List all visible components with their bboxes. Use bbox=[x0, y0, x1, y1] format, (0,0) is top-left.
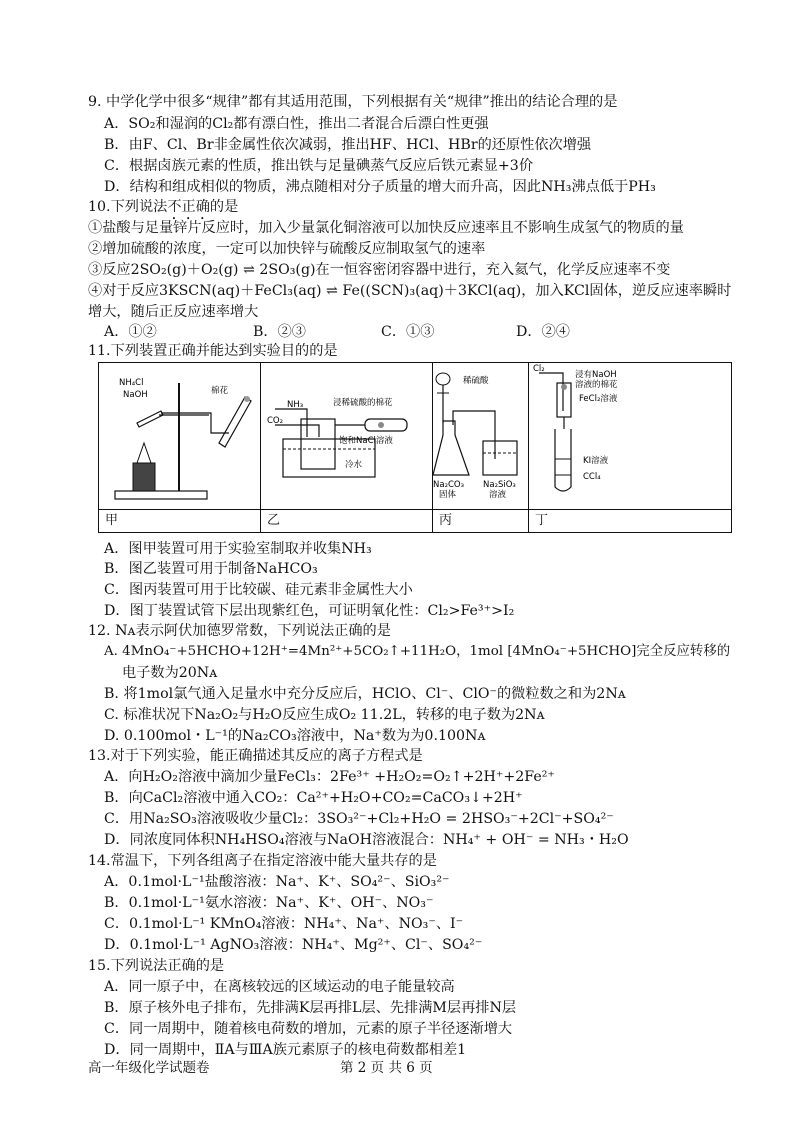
q9-stem: 9. 中学化学中很多“规律”都有其适用范围，下列根据有关“规律”推出的结论合理的是 bbox=[88, 94, 618, 110]
q15-option-b: B．原子核外电子排布，先排满K层再排L层、先排满M层再排N层 bbox=[104, 1000, 517, 1016]
q14-option-c: C．0.1mol·L⁻¹ KMnO₄溶液：NH₄⁺、Na⁺、NO₃⁻、I⁻ bbox=[104, 916, 464, 932]
q15-option-c: C．同一周期中，随着核电荷数的增加，元素的原子半径逐渐增大 bbox=[104, 1021, 513, 1037]
jia-label-naoh: NaOH bbox=[123, 390, 148, 400]
q12-option-d: D. 0.100mol・L⁻¹的Na₂CO₃溶液中，Na⁺数为为0.100Nᴀ bbox=[104, 728, 486, 744]
q10-statement-4b: 增大，随后正反应速率增大 bbox=[88, 304, 259, 320]
q12-option-a-line2: 电子数为20Nᴀ bbox=[122, 665, 218, 681]
q11-option-c: C．图丙装置可用于比较碳、硅元素非金属性大小 bbox=[104, 582, 413, 598]
q11-option-b: B．图乙装置可用于制备NaHCO₃ bbox=[104, 561, 318, 577]
q10-stem-emphasis: 不正确 bbox=[167, 199, 210, 215]
caption-bing: 丙 bbox=[439, 513, 453, 528]
ding-label-ki: KI溶液 bbox=[583, 456, 609, 466]
apparatus-figure bbox=[98, 362, 732, 533]
ding-label-naoh: 浸有NaOH bbox=[575, 370, 617, 380]
q10-option-c: C．①③ bbox=[381, 324, 435, 340]
q10-option-a: A．①② bbox=[104, 324, 157, 340]
q11-option-d: D．图丁装置试管下层出现紫红色，可证明氧化性：Cl₂>Fe³⁺>I₂ bbox=[104, 603, 515, 619]
apparatus-yi bbox=[261, 363, 433, 532]
bing-label-na2sio3: Na₂SiO₃ bbox=[483, 480, 516, 490]
ding-label-cotton: 溶液的棉花 bbox=[575, 380, 618, 390]
jia-label-cotton: 棉花 bbox=[211, 386, 229, 396]
q13-option-c: C．用Na₂SO₃溶液吸收少量Cl₂：3SO₃²⁻+Cl₂+H₂O = 2HSO₃⁻+2Cl⁻+SO₄²⁻ bbox=[104, 811, 614, 827]
bing-label-na2co3: Na₂CO₃ bbox=[433, 480, 465, 490]
yi-label-nacl: 饱和NaCl溶液 bbox=[339, 436, 393, 446]
q10-option-d: D．②④ bbox=[516, 324, 570, 340]
q9-option-b: B．由F、Cl、Br非金属性依次减弱，推出HF、HCl、HBr的还原性依次增强 bbox=[104, 137, 592, 153]
yi-label-nh3: NH₃ bbox=[287, 400, 304, 410]
apparatus-yi-drawing bbox=[261, 363, 433, 509]
caption-yi: 乙 bbox=[267, 513, 281, 528]
apparatus-jia bbox=[99, 363, 261, 532]
footer-title: 高一年级化学试题卷 bbox=[88, 1060, 210, 1076]
q10-statement-4a: ④对于反应3KSCN(aq)＋FeCl₃(aq) ⇌ Fe((SCN)₃(aq)＋3KCl(aq)，加入KCl固体，逆反应速率瞬时 bbox=[88, 283, 732, 299]
q10-statement-3: ③反应2SO₂(g)＋O₂(g) ⇌ 2SO₃(g)在一恒容密闭容器中进行，充入氦气，化学反应速率不变 bbox=[88, 262, 671, 278]
q9-option-d: D．结构和组成相似的物质，沸点随相对分子质量的增大而升高，因此NH₃沸点低于PH₃ bbox=[104, 179, 656, 195]
apparatus-bing bbox=[433, 363, 529, 532]
q12-option-a-line1: A. 4MnO₄⁻+5HCHO+12H⁺=4Mn²⁺+5CO₂↑+11H₂O，1mol [4MnO₄⁻+5HCHO]完全反应转移的 bbox=[104, 644, 731, 659]
q13-option-b: B．向CaCl₂溶液中通入CO₂：Ca²⁺+H₂O+CO₂=CaCO₃↓+2H⁺ bbox=[104, 790, 523, 806]
q10-statement-1: ①盐酸与足量锌片反应时，加入少量氯化铜溶液可以加快反应速率且不影响生成氢气的物质的量 bbox=[88, 220, 684, 236]
q13-option-a: A．向H₂O₂溶液中滴加少量FeCl₃：2Fe³⁺ +H₂O₂=O₂↑+2H⁺+2Fe²⁺ bbox=[104, 769, 555, 785]
q10-stem-post: 的是 bbox=[209, 199, 239, 215]
q15-option-d: D．同一周期中，ⅡA与ⅢA族元素原子的核电荷数都相差1 bbox=[104, 1042, 467, 1058]
q9-option-a: A．SO₂和湿润的Cl₂都有漂白性，推出二者混合后漂白性更强 bbox=[104, 116, 489, 132]
apparatus-ding bbox=[529, 363, 733, 532]
q14-option-a: A．0.1mol·L⁻¹盐酸溶液：Na⁺、K⁺、SO₄²⁻、SiO₃²⁻ bbox=[104, 874, 450, 890]
caption-jia: 甲 bbox=[105, 513, 119, 528]
q14-option-b: B．0.1mol·L⁻¹氨水溶液：Na⁺、K⁺、OH⁻、NO₃⁻ bbox=[104, 895, 434, 911]
yi-label-cold-water: 冷水 bbox=[345, 460, 363, 470]
apparatus-jia-drawing bbox=[99, 363, 261, 509]
bing-label-solid: 固体 bbox=[439, 490, 457, 500]
q13-option-d: D．同浓度同体积NH₄HSO₄溶液与NaOH溶液混合：NH₄⁺ + OH⁻ = NH₃・H₂O bbox=[104, 832, 629, 848]
q12-stem: 12. Nᴀ表示阿伏加德罗常数，下列说法正确的是 bbox=[88, 623, 391, 639]
bing-label-acid: 稀硫酸 bbox=[463, 376, 489, 386]
q10-stem-pre: 10.下列说法 bbox=[88, 199, 168, 215]
jia-label-nh4cl: NH₄Cl bbox=[119, 378, 144, 388]
q12-option-b: B. 将1mol氯气通入足量水中充分反应后，HClO、Cl⁻、ClO⁻的微粒数之和为2Nᴀ bbox=[104, 686, 626, 702]
q14-stem: 14.常温下，下列各组离子在指定溶液中能大量共存的是 bbox=[88, 853, 437, 869]
q10-option-b: B．②③ bbox=[253, 324, 306, 340]
yi-label-co2: CO₂ bbox=[267, 416, 284, 426]
ding-label-cl2: Cl₂ bbox=[533, 364, 545, 374]
q15-option-a: A．同一原子中，在离核较远的区域运动的电子能量较高 bbox=[104, 979, 455, 995]
footer-page-number: 第 2 页 共 6 页 bbox=[340, 1060, 433, 1076]
yi-label-cotton: 浸稀硫酸的棉花 bbox=[333, 398, 393, 408]
ding-label-ccl4: CCl₄ bbox=[583, 472, 601, 482]
q14-option-d: D．0.1mol·L⁻¹ AgNO₃溶液：NH₄⁺、Mg²⁺、Cl⁻、SO₄²⁻ bbox=[104, 937, 483, 953]
q15-stem: 15.下列说法正确的是 bbox=[88, 958, 225, 974]
q11-stem: 11.下列装置正确并能达到实验目的的是 bbox=[88, 343, 338, 359]
q11-option-a: A．图甲装置可用于实验室制取并收集NH₃ bbox=[104, 541, 372, 557]
q9-option-c: C．根据卤族元素的性质，推出铁与足量碘蒸气反应后铁元素显+3价 bbox=[104, 158, 534, 174]
q10-statement-2: ②增加硫酸的浓度，一定可以加快锌与硫酸反应制取氢气的速率 bbox=[88, 241, 486, 257]
bing-label-solution: 溶液 bbox=[489, 490, 507, 500]
q13-stem: 13.对于下列实验，能正确描述其反应的离子方程式是 bbox=[88, 748, 423, 764]
caption-ding: 丁 bbox=[535, 513, 549, 528]
q12-option-c: C. 标准状况下Na₂O₂与H₂O反应生成O₂ 11.2L，转移的电子数为2Nᴀ bbox=[104, 707, 545, 723]
apparatus-bing-drawing bbox=[433, 363, 529, 509]
apparatus-ding-drawing bbox=[529, 363, 733, 509]
ding-label-fecl2: FeCl₂溶液 bbox=[579, 394, 618, 404]
